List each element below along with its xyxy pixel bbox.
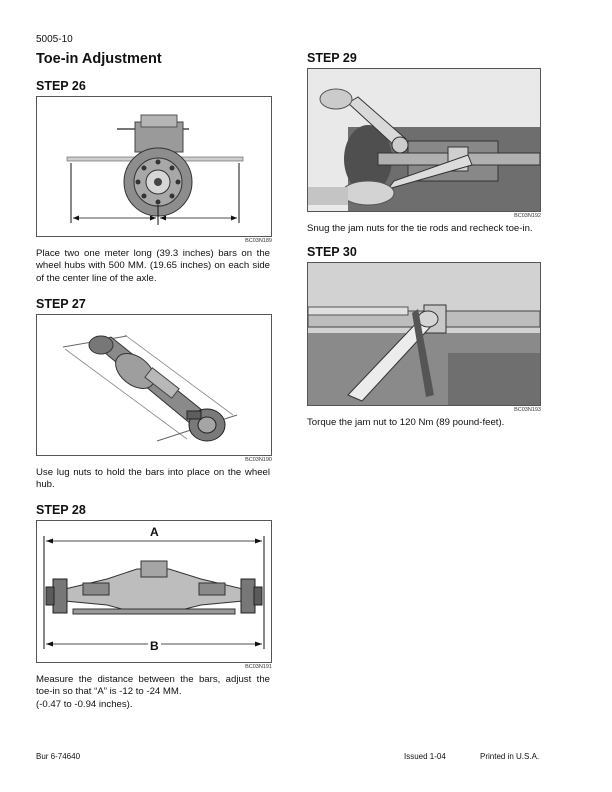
page-number: 5005-10 <box>36 34 73 45</box>
step-30-figure <box>307 262 541 406</box>
section-title: Toe-in Adjustment <box>36 51 162 67</box>
step-27-illustration <box>37 315 271 455</box>
step-30-heading: STEP 30 <box>307 245 357 259</box>
step-28-figure <box>36 520 272 663</box>
step-30-figure-code: BC03N193 <box>514 407 541 413</box>
step-30-text: Torque the jam nut to 120 Nm (89 pound-feet). <box>307 417 505 428</box>
step-28-text: Measure the distance between the bars, adjust the toe-in so that “A” is -12 to -24 MM. <box>36 674 270 698</box>
footer-issued: Issued 1-04 <box>404 752 446 761</box>
step-27-figure-code: BC03N190 <box>245 457 272 463</box>
step-30-illustration <box>308 263 540 405</box>
step-29-illustration <box>308 69 540 211</box>
step-28-heading: STEP 28 <box>36 503 86 517</box>
step-26-text: Place two one meter long (39.3 inches) bars on the wheel hubs with 500 MM. (19.65 inches) on each side of the center line of the axle. <box>36 248 270 284</box>
step-26-heading: STEP 26 <box>36 79 86 93</box>
dimension-b-label: B <box>150 639 159 653</box>
step-28-figure-code: BC03N191 <box>245 664 272 670</box>
step-29-text: Snug the jam nuts for the tie rods and recheck toe-in. <box>307 223 533 234</box>
step-28-text-line2: (-0.47 to -0.94 inches). <box>36 699 133 710</box>
step-26-figure-code: BC03N189 <box>245 238 272 244</box>
footer-doc-id: Bur 6-74640 <box>36 752 81 761</box>
step-26-illustration <box>37 97 271 236</box>
step-27-figure <box>36 314 272 456</box>
step-29-figure <box>307 68 541 212</box>
dimension-a-label: A <box>150 525 159 539</box>
step-27-text: Use lug nuts to hold the bars into place on the wheel hub. <box>36 467 270 491</box>
step-27-heading: STEP 27 <box>36 297 86 311</box>
footer-printed: Printed in U.S.A. <box>480 752 540 761</box>
step-29-figure-code: BC03N192 <box>514 213 541 219</box>
step-29-heading: STEP 29 <box>307 51 357 65</box>
step-26-figure <box>36 96 272 237</box>
